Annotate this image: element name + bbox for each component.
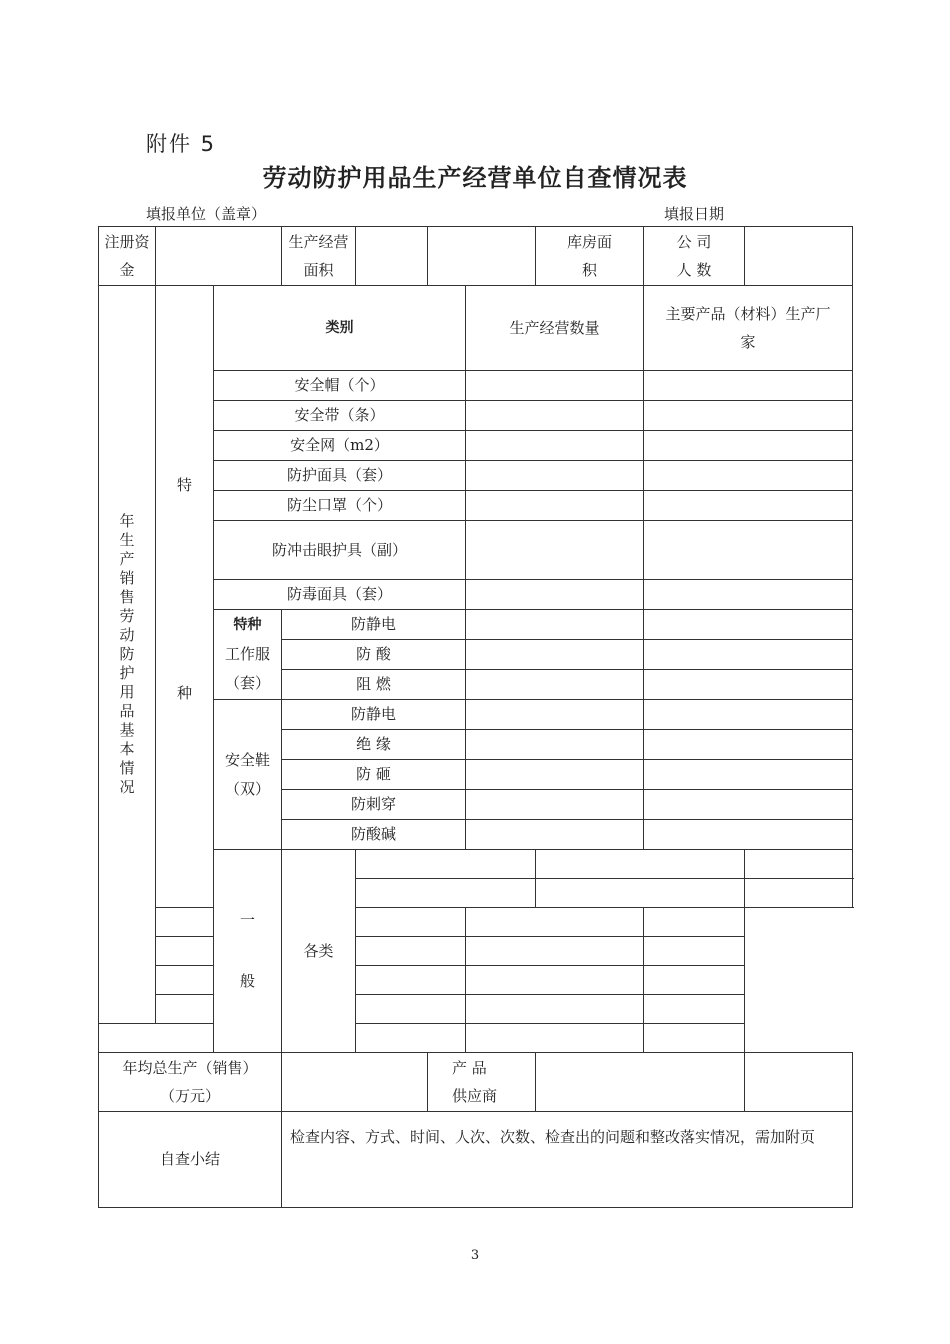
summary-label: 自查小结 xyxy=(99,1112,282,1208)
workwear-flame: 阻 燃 xyxy=(282,670,466,700)
cell[interactable] xyxy=(644,640,853,670)
special-type-label: 特 种 xyxy=(156,286,214,908)
quantity-header: 生产经营数量 xyxy=(466,286,644,371)
cell[interactable] xyxy=(644,700,853,730)
cell[interactable] xyxy=(156,966,356,995)
cell[interactable] xyxy=(466,521,644,580)
item-gas-mask: 防毒面具（套） xyxy=(214,580,466,610)
cell[interactable] xyxy=(644,461,853,491)
production-area-label: 生产经营面积 xyxy=(282,227,356,286)
workwear-antistatic: 防静电 xyxy=(282,610,466,640)
item-impact-eye-protector: 防冲击眼护具（副） xyxy=(214,521,466,580)
workwear-label: 特种 工作服 （套） xyxy=(214,610,282,700)
category-header: 类别 xyxy=(214,286,466,371)
cell[interactable] xyxy=(466,580,644,610)
cell[interactable] xyxy=(466,431,644,461)
warehouse-area-label: 库房面积 xyxy=(536,227,644,286)
fill-date-label: 填报日期 xyxy=(664,205,725,223)
cell[interactable] xyxy=(466,908,644,937)
shoes-puncture: 防刺穿 xyxy=(282,790,466,820)
cell[interactable] xyxy=(644,401,853,431)
cell[interactable] xyxy=(466,760,644,790)
fill-unit-label: 填报单位（盖章） xyxy=(146,205,267,223)
safety-shoes-label: 安全鞋 （双） xyxy=(214,700,282,850)
registered-capital-label: 注册资金 xyxy=(99,227,156,286)
cell[interactable] xyxy=(156,995,356,1024)
annual-total-label: 年均总生产（销售） （万元） xyxy=(99,1053,282,1112)
production-area-value[interactable] xyxy=(356,227,428,286)
cell[interactable] xyxy=(644,790,853,820)
item-protective-mask: 防护面具（套） xyxy=(214,461,466,491)
workwear-acid: 防 酸 xyxy=(282,640,466,670)
cell[interactable] xyxy=(745,850,853,879)
self-check-table xyxy=(98,226,853,1208)
cell[interactable] xyxy=(644,966,745,995)
cell[interactable] xyxy=(356,937,466,966)
main-product-header: 主要产品（材料）生产厂家 xyxy=(644,286,853,371)
cell[interactable] xyxy=(644,580,853,610)
cell[interactable] xyxy=(644,995,745,1024)
cell[interactable] xyxy=(644,610,853,640)
item-safety-belt: 安全带（条） xyxy=(214,401,466,431)
cell[interactable] xyxy=(356,966,466,995)
cell[interactable] xyxy=(466,966,644,995)
item-dust-mask: 防尘口罩（个） xyxy=(214,491,466,521)
cell[interactable] xyxy=(466,700,644,730)
cell[interactable] xyxy=(644,521,853,580)
cell[interactable] xyxy=(466,670,644,700)
registered-capital-value[interactable] xyxy=(156,227,282,286)
cell[interactable] xyxy=(644,820,853,850)
spacer-cell[interactable] xyxy=(428,227,536,286)
item-safety-helmet: 安全帽（个） xyxy=(214,371,466,401)
annual-total-value[interactable] xyxy=(282,1053,428,1112)
page-number: 3 xyxy=(470,1248,480,1263)
company-people-label: 公 司 人 数 xyxy=(644,227,745,286)
shoes-antistatic: 防静电 xyxy=(282,700,466,730)
cell[interactable] xyxy=(356,995,466,1024)
cell[interactable] xyxy=(644,371,853,401)
shoes-insulation: 绝 缘 xyxy=(282,730,466,760)
cell[interactable] xyxy=(466,461,644,491)
cell[interactable] xyxy=(745,1053,853,1112)
cell[interactable] xyxy=(466,610,644,640)
item-safety-net: 安全网（m2） xyxy=(214,431,466,461)
cell[interactable] xyxy=(356,850,536,879)
cell[interactable] xyxy=(466,491,644,521)
page-title: 劳动防护用品生产经营单位自查情况表 xyxy=(262,164,688,192)
cell[interactable] xyxy=(356,879,536,908)
cell[interactable] xyxy=(466,820,644,850)
cell[interactable] xyxy=(466,937,644,966)
summary-text[interactable]: 检查内容、方式、时间、人次、次数、检查出的问题和整改落实情况，需加附页 xyxy=(282,1112,853,1208)
cell[interactable] xyxy=(644,431,853,461)
cell[interactable] xyxy=(356,908,466,937)
cell[interactable] xyxy=(644,491,853,521)
attachment-label: 附件 5 xyxy=(146,132,217,156)
general-category-label: 各类 xyxy=(282,850,356,1053)
cell[interactable] xyxy=(156,908,356,937)
cell[interactable] xyxy=(466,1024,644,1053)
cell[interactable] xyxy=(466,995,644,1024)
cell[interactable] xyxy=(536,879,745,908)
cell[interactable] xyxy=(644,760,853,790)
cell[interactable] xyxy=(644,937,745,966)
shoes-acid-alkali: 防酸碱 xyxy=(282,820,466,850)
supplier-label: 产 品 供应商 xyxy=(428,1053,536,1112)
cell[interactable] xyxy=(644,730,853,760)
cell[interactable] xyxy=(466,371,644,401)
supplier-value[interactable] xyxy=(536,1053,745,1112)
cell[interactable] xyxy=(644,908,745,937)
general-label: 一 般 xyxy=(214,850,282,1053)
cell[interactable] xyxy=(644,1024,745,1053)
cell[interactable] xyxy=(99,1024,282,1053)
cell[interactable] xyxy=(466,730,644,760)
cell[interactable] xyxy=(356,1024,466,1053)
cell[interactable] xyxy=(745,879,853,908)
cell[interactable] xyxy=(536,850,745,879)
company-people-value[interactable] xyxy=(745,227,853,286)
cell[interactable] xyxy=(466,790,644,820)
cell[interactable] xyxy=(644,670,853,700)
cell[interactable] xyxy=(466,401,644,431)
cell[interactable] xyxy=(466,640,644,670)
annual-section-label: 年 生 产 销 售 劳 动 防 护 用 品 基 本 情 况 xyxy=(99,286,156,1024)
shoes-smash: 防 砸 xyxy=(282,760,466,790)
